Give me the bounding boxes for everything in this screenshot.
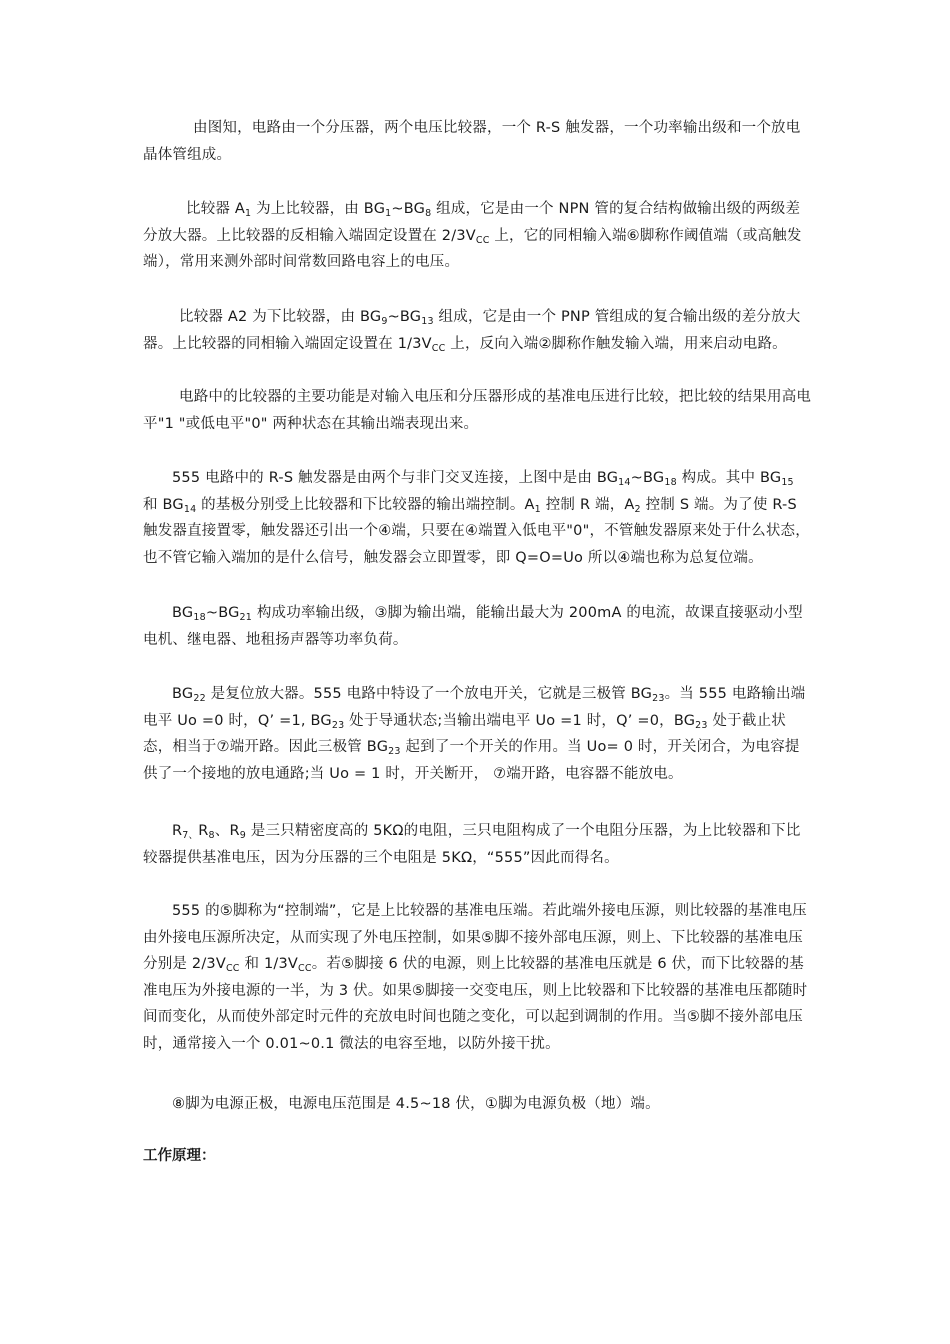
paragraph-rs-flipflop: 555 电路中的 R-S 触发器是由两个与非门交叉连接，上图中是由 $BG_{14}\sim BG_{18}$ 构成。其中 $BG_{15}$ 和 $BG_{14}$ 的基极分别受上比较器和下比较器的输出端控制。$A_1$ 控制 R 端，$A_2$ 控制 S 端。为了使 R-S 触发器直接置零，触发器还引出一个④端，只要在④端置入低电平"0"，不管触发器原来处于什么状态，也不管它输入端加的是什么信号，触发器会立即置零，即 Q=O=Uo 所以④端也称为总复位端。 — [143, 470, 810, 566]
paragraph-resistor-divider: $R_{7、}R_8$、$R_9$ 是三只精密度高的 5KΩ的电阻，三只电阻构成了一个电阻分压器，为上比较器和下比较器提供基准电压，因为分压器的三个电阻是 5KΩ，“555”因此而得名。 — [143, 823, 801, 866]
paragraph-power-pins: ⑧脚为电源正极，电源电压范围是 4.5~18 伏，①脚为电源负极（地）端。 — [172, 1096, 660, 1112]
section-heading-working-principle: 工作原理： — [143, 1148, 216, 1164]
paragraph-comparator-function: 电路中的比较器的主要功能是对输入电压和分压器形成的基准电压进行比较，把比较的结果用高电平"1 "或低电平"0" 两种状态在其输出端表现出来。 — [143, 389, 812, 432]
paragraph-comparator-a1: 比较器 $A_1$ 为上比较器，由 $BG_1\sim BG_8$ 组成，它是由一个 NPN 管的复合结构做输出级的两级差分放大器。上比较器的反相输入端固定设置在 $2/3V_{CC}$ 上，它的同相输入端⑥脚称作阈值端（或高触发端），常用来测外部时间常数回路电容上的电压。 — [143, 201, 802, 270]
paragraph-intro: 由图知，电路由一个分压器，两个电压比较器，一个 R-S 触发器，一个功率输出级和一个放电晶体管组成。 — [143, 120, 801, 163]
paragraph-control-pin: 555 的⑤脚称为“控制端”，它是上比较器的基准电压端。若此端外接电压源，则比较器的基准电压由外接电压源所决定，从而实现了外电压控制，如果⑤脚不接外部电压源，则上、下比较器的基准电压分别是 $2/3V_{CC}$ 和 $1/3V_{CC}$。若⑤脚接 6 伏的电源，则上比较器的基准电压就是 6 伏，而下比较器的基准电压为外接电源的一半，为 3 伏。如果⑤脚接一交变电压，则上比较器和下比较器的基准电压都随时间而变化，从而使外部定时元件的充放电时间也随之变化，可以起到调制的作用。当⑤脚不接外部电压时，通常接入一个 0.01~0.1 微法的电容至地，以防外接干扰。 — [143, 903, 808, 1052]
paragraph-output-stage: $BG_{18}\sim BG_{21}$ 构成功率输出级，③脚为输出端，能输出最大为 200mA 的电流，故课直接驱动小型电机、继电器、地租扬声器等功率负荷。 — [143, 605, 803, 648]
paragraph-discharge-switch: $BG_{22}$ 是复位放大器。555 电路中特设了一个放电开关，它就是三极管 $BG_{23}$。当 555 电路输出端电平 Uo =0 时，Q’ =1, $BG_{23}$ 处于导通状态;当输出端电平 Uo =1 时，Q’ =0，$BG_{23}$ 处于截止状态，相当于⑦端开路。因此三极管 $BG_{23}$ 起到了一个开关的作用。当 Uo= 0 时，开关闭合，为电容提供了一个接地的放电通路;当 Uo = 1 时，开关断开， ⑦端开路，电容器不能放电。 — [143, 686, 806, 782]
paragraph-comparator-a2: 比较器 A2 为下比较器，由 $BG_9\sim BG_{13}$ 组成，它是由一个 PNP 管组成的复合输出级的差分放大器。上比较器的同相输入端固定设置在 $1/3V_{CC}$ 上，反向入端②脚称作触发输入端，用来启动电路。 — [143, 309, 801, 354]
